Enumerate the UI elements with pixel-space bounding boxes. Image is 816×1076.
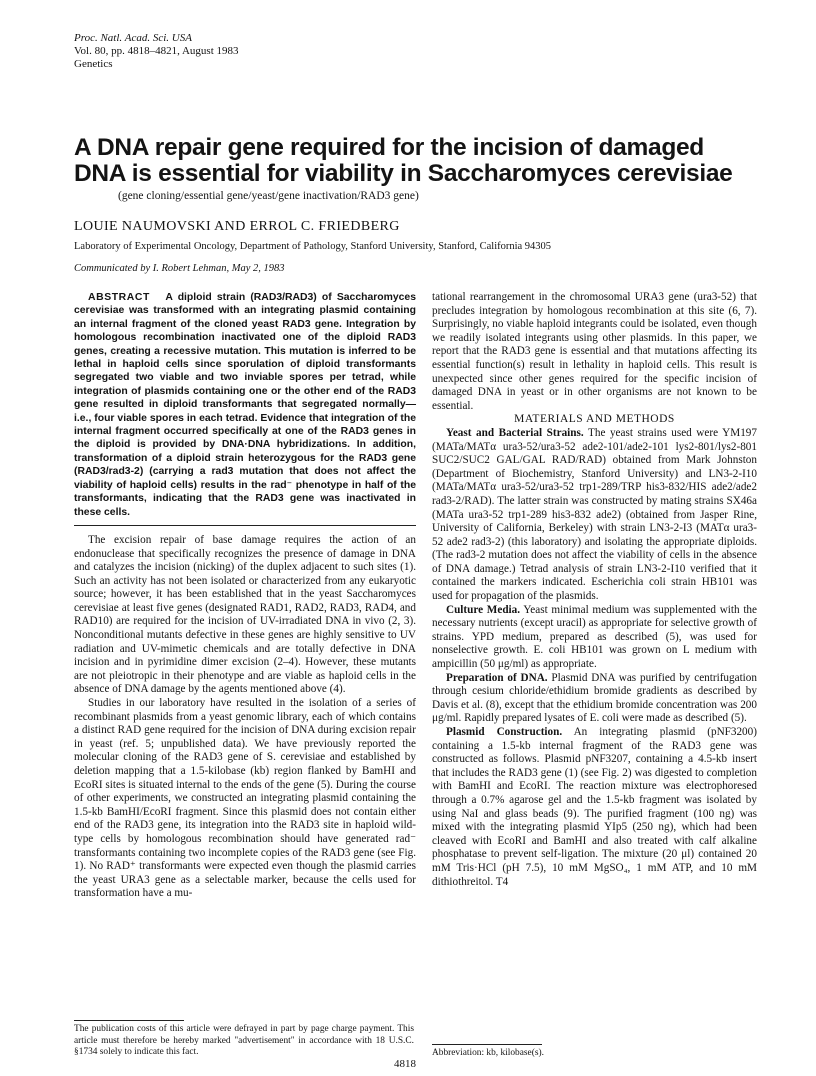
methods-subheading: Preparation of DNA. (446, 671, 548, 684)
methods-heading: MATERIALS AND METHODS (514, 413, 675, 426)
methods-text: Yeast minimal medium was supplemented with the necessary nutrients (except uracil) as appropriate for selective growth of strains. YPD medium, prepared as described (5), was used for nonselective growth. E. coli HB101 was grown on L medium with ampicillin (50 μg/ml) as appropriate. (432, 603, 757, 671)
methods-paragraph-plasmid (432, 726, 757, 889)
methods-paragraph-strains (432, 427, 757, 604)
methods-text: The yeast strains used were YM197 (MATa/MATα ura3-52/ura3-52 ade2-101/ade2-101 lys2-801/lys2-801 SUC2/SUC2 GAL/GAL RAD/RAD) obtained from Mark Johnston (Department of Biochemistry, Stanford University) and LN3-2-I10 (MATa/MATα ura3-52/ura3-52 trp1-289/TRP his3-832/HIS ade2/ade2 rad3-2/RAD). The latter strain was constructed by mating strains SX46a (MATa ura3-52 trp1-289 his3-832 ade2) (obtained from Jasper Rine, University of California, Berkeley) with strain LN3-2-I3 (MATα ura3-52 ade2 rad3-2) (this laboratory) and isolating the appropriate diploids. (The rad3-2 mutation does not affect the viability of cells in the absence of DNA damage.) Tetrad analysis of strain LN3-2-I10 verified that it contained the markers indicated. Escherichia coli strain HB101 was used for propagation of the plasmids. (432, 426, 757, 603)
intro-continued: tational rearrangement in the chromosomal URA3 gene (ura3-52) that precludes integration by homologous recombination at this site (6, 7). Surprisingly, no viable haploid integrants could be isolated, even though we readily isolated integrants using other plasmids. In this paper, we report that the RAD3 gene is essential and that mutations affecting its essential function(s) result in lethality in haploid cells. This result is unexpected since other genes required for the specific incision of damaged DNA in yeast or in other organisms are not known to be essential. (432, 291, 757, 412)
abstract (74, 291, 416, 526)
methods-paragraph-media (432, 604, 757, 672)
abstract-label: ABSTRACT (88, 292, 150, 303)
journal-section: Genetics (74, 58, 113, 70)
abbreviation-divider (432, 1044, 542, 1045)
page-number: 4818 (394, 1058, 416, 1070)
keywords: (gene cloning/essential gene/yeast/gene inactivation/RAD3 gene) (118, 190, 419, 202)
intro-paragraph-1: The excision repair of base damage requires the action of an endonuclease that specifically recognizes the presence of damage in DNA and catalyzes the incision (nicking) of the duplex adjacent to such sites (1). Such an activity has not been isolated or characterized from any eukaryotic source; however, it has been established that in the yeast Saccharomyces cerevisiae at least five genes (designated RAD1, RAD2, RAD3, RAD4, and RAD10) are required for the incision of UV-irradiated DNA in vivo (2, 3). Nonconditional mutants defective in these genes are highly sensitive to UV radiation and UV-mimetic chemicals and are totally defective in DNA incision and in pyrimidine dimer excision (2–4). However, these mutants are not pleiotropic in their phenotype and are viable as haploid cells in the absence of DNA damage by the agents mentioned above (4). (74, 533, 416, 696)
abstract-text: A diploid strain (RAD3/RAD3) of Saccharomyces cerevisiae was transformed with an integrating plasmid containing an internal fragment of the cloned yeast RAD3 gene. Integration by homologous recombination inactivated one of the diploid RAD3 genes, creating a recessive mutation. This mutation is inferred to be lethal in haploid cells since sporulation of diploid transformants segregated two viable and two inviable spores per tetrad, while integration of plasmids containing one or the other end of the RAD3 gene resulted in diploid transformants that segregated normally—i.e., four viable spores in each tetrad. Evidence that integration of the internal fragment occurred specifically at one of the RAD3 genes in the diploid is provided by DNA·DNA hybridizations. In addition, transformation of a diploid strain heterozygous for the RAD3 gene (RAD3/rad3-2) (carrying a rad3 mutation that does not affect the viability of haploid cells) results in the rad⁻ phenotype in half of the transformants, indicating that the RAD3 gene was inactivated in these cells. (74, 292, 416, 518)
authors: LOUIE NAUMOVSKI AND ERROL C. FRIEDBERG (74, 219, 400, 234)
abbreviation-note: Abbreviation: kb, kilobase(s). (432, 1048, 544, 1058)
left-column (74, 291, 416, 901)
communicated-by: Communicated by I. Robert Lehman, May 2, 1983 (74, 263, 285, 274)
journal-name: Proc. Natl. Acad. Sci. USA (74, 32, 192, 44)
footnote-divider (74, 1020, 184, 1021)
right-column (432, 291, 757, 889)
intro-paragraph-2: Studies in our laboratory have resulted in the isolation of a series of recombinant plasmids from a yeast genomic library, each of which contains a distinct RAD gene required for the incision of DNA during excision repair in yeast (ref. 5; unpublished data). We have previously reported the molecular cloning of the RAD3 gene of S. cerevisiae and established by deletion mapping that a 1.5-kilobase (kb) region flanked by BamHI and EcoRI sites is situated internal to the ends of the gene (5). During the course of other experiments, we constructed an integrating plasmid containing the 1.5-kb BamHI/EcoRI fragment. Since this plasmid does not contain either end of the RAD3 gene, its integration into the RAD3 site in haploid wild-type cells by homologous recombination should have generated rad⁻ transformants containing two incomplete copies of the RAD3 gene (see Fig. 1). No RAD⁺ transformants were expected even though the plasmid carries the yeast URA3 gene as a selectable marker, because the cells used for transformation have a mu- (74, 697, 416, 900)
publication-cost-footnote: The publication costs of this article were defrayed in part by page charge payment. This article must therefore be hereby marked "advertisement" in accordance with 18 U.S.C. §1734 solely to indicate this fact. (74, 1024, 414, 1058)
journal-volume: Vol. 80, pp. 4818–4821, August 1983 (74, 45, 239, 57)
methods-text: Plasmid DNA was purified by centrifugation through cesium chloride/ethidium bromide gradients as described by Davis et al. (8), except that the ethidium bromide concentration was 200 μg/ml. Rapidly prepared lysates of E. coli were made as described (5). (432, 671, 757, 725)
journal-header (74, 32, 239, 71)
methods-subheading: Culture Media. (446, 603, 521, 616)
methods-text: An integrating plasmid (pNF3200) containing a 1.5-kb internal fragment of the RAD3 gene was constructed as follows. Plasmid pNF3207, containing a 4.5-kb insert that includes the RAD3 gene (1) (see Fig. 2) was digested to completion with BamHI and EcoRI. The reaction mixture was electrophoresed through a 0.7% agarose gel and the 1.5-kb fragment was isolated by using NaI and glass beads (9). The purified fragment (100 ng) was mixed with the integrating plasmid YIp5 (250 ng), which had been cleaved with EcoRI and BamHI and also treated with calf alkaline phosphatase to prevent self-ligation. The mixture (20 μl) contained 20 mM Tris·HCl (pH 7.5), 10 mM MgSO₄, 1 mM ATP, and 10 mM dithiothreitol. T4 (432, 726, 757, 888)
methods-subheading: Yeast and Bacterial Strains. (446, 426, 584, 439)
methods-paragraph-dna (432, 672, 757, 726)
methods-subheading: Plasmid Construction. (446, 726, 563, 738)
article-title: A DNA repair gene required for the incision of damaged DNA is essential for viability in Saccharomyces cerevisiae (74, 134, 733, 187)
affiliation: Laboratory of Experimental Oncology, Department of Pathology, Stanford University, Stanford, California 94305 (74, 241, 552, 252)
